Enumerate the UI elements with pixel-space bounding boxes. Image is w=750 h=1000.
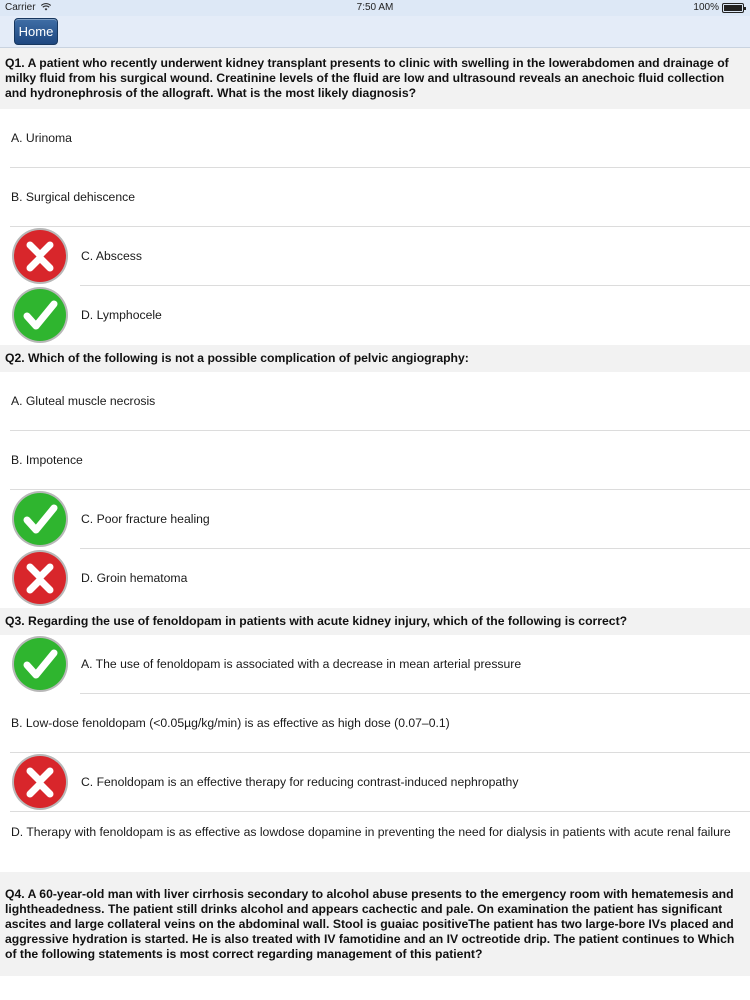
question-text: Q2. Which of the following is not a possible complication of pelvic angiography: [5, 351, 469, 365]
status-time: 7:50 AM [356, 2, 394, 13]
option-q2-d[interactable] [0, 549, 750, 608]
question-text: Q3. Regarding the use of fenoldopam in patients with acute kidney injury, which of the following is correct? [5, 614, 628, 628]
option-q1-c[interactable] [0, 227, 750, 286]
option-label: C. Poor fracture healing [81, 512, 210, 526]
question-2 [0, 345, 750, 372]
green-check-icon [11, 635, 69, 693]
option-label: B. Impotence [11, 453, 83, 467]
option-label: C. Abscess [81, 249, 142, 263]
carrier-label: Carrier [5, 2, 36, 13]
question-3 [0, 608, 750, 635]
green-check-icon [11, 490, 69, 548]
option-q1-a[interactable] [0, 109, 750, 168]
question-text: Q1. A patient who recently underwent kidney transplant presents to clinic with swelling in the lowerabdomen and drainage of milky fluid from his surgical wound. Creatinine levels of the fluid are low and ultrasound reveals an anechoic fluid collection and hydronephrosis of the allograft. What is the most likely diagnosis? [5, 56, 729, 100]
option-q1-d[interactable] [0, 286, 750, 345]
question-4 [0, 872, 750, 976]
home-button[interactable]: Home [14, 18, 58, 45]
green-check-icon [11, 286, 69, 344]
red-x-icon [11, 549, 69, 607]
red-x-icon [11, 753, 69, 811]
option-label: B. Surgical dehiscence [11, 190, 135, 204]
status-bar [0, 0, 750, 16]
option-label: A. The use of fenoldopam is associated with a decrease in mean arterial pressure [81, 657, 522, 671]
question-text: Q4. A 60-year-old man with liver cirrhosis secondary to alcohol abuse presents to the emergency room with hematemesis and lightheadedness. The patient still drinks alcohol and appears cachectic and pale. On examination the patient has significant ascites and large collateral veins on the abdominal wall. Stool is guaiac positiveThe patient has two large-bore IVs placed and aggressive hydration is started. He is also treated with IV famotidine and an IV octreotide drip. The patient continues to Which of the following statements is most correct regarding management of this patient? [5, 886, 735, 961]
option-q3-c[interactable] [0, 753, 750, 812]
option-q3-d[interactable] [0, 812, 750, 872]
option-q2-a[interactable] [0, 372, 750, 431]
option-label: D. Groin hematoma [81, 571, 188, 585]
option-label: D. Lymphocele [81, 308, 162, 322]
option-label: A. Urinoma [11, 131, 72, 145]
option-q2-c[interactable] [0, 490, 750, 549]
nav-bar [0, 16, 750, 48]
option-q2-b[interactable] [0, 431, 750, 490]
battery-icon [722, 3, 744, 13]
option-label: D. Therapy with fenoldopam is as effective as lowdose dopamine in preventing the need for dialysis in patients with acute renal failure [11, 825, 731, 839]
question-1 [0, 48, 750, 109]
option-q3-a[interactable] [0, 635, 750, 694]
battery-percent: 100% [693, 2, 719, 13]
option-label: C. Fenoldopam is an effective therapy for reducing contrast-induced nephropathy [81, 775, 519, 789]
option-q3-b[interactable] [0, 694, 750, 753]
battery-info [693, 2, 744, 13]
option-label: A. Gluteal muscle necrosis [11, 394, 156, 408]
option-q1-b[interactable] [0, 168, 750, 227]
option-label: B. Low-dose fenoldopam (<0.05µg/kg/min) is as effective as high dose (0.07–0.1) [11, 716, 450, 730]
red-x-icon [11, 227, 69, 285]
